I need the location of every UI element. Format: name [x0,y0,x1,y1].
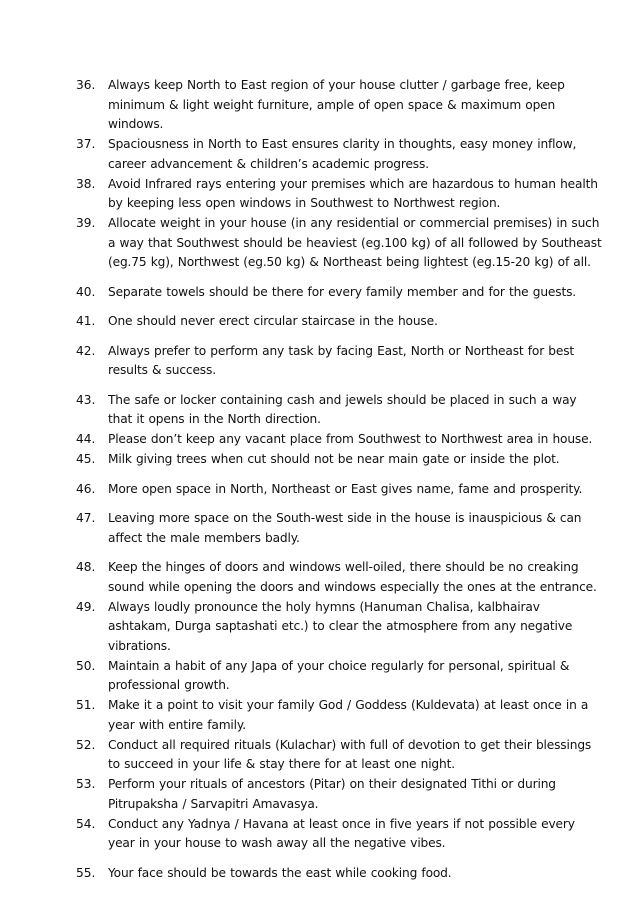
item-text: Keep the hinges of doors and windows well-oiled, there should be no creaking sound while opening the doors and windows especially the ones at the entrance. [108,560,597,594]
item-text: More open space in North, Northeast or East gives name, fame and prosperity. [108,481,583,496]
item-number: 50. [76,658,96,673]
item-text: Avoid Infrared rays entering your premises which are hazardous to human health by keeping less open windows in Southwest to Northwest region. [108,176,598,210]
item-text: Your face should be towards the east while cooking food. [108,865,452,880]
list-item [76,815,602,854]
item-text: Conduct all required rituals (Kulachar) with full of devotion to get their blessings to succeed in your life & stay there for at least one night. [108,737,592,771]
item-text: Please don’t keep any vacant place from Southwest to Northwest area in house. [108,432,593,446]
list-item [76,391,602,430]
list-item [76,450,602,470]
list-item [76,558,602,597]
item-number: 49. [76,599,96,614]
list-item [76,657,602,696]
item-number: 55. [76,865,96,880]
item-number: 37. [76,137,96,151]
item-number: 39. [76,216,96,230]
list-item [76,76,602,135]
list-item [76,175,602,214]
item-number: 54. [76,816,96,831]
list-item [76,283,602,303]
item-number: 41. [76,314,96,328]
list-item [76,736,602,775]
item-text: Milk giving trees when cut should not be near main gate or inside the plot. [108,452,560,466]
item-number: 52. [76,737,96,752]
item-number: 42. [76,343,96,358]
item-number: 48. [76,560,96,574]
item-text: One should never erect circular staircase in the house. [108,314,438,328]
list-item [76,864,602,884]
item-text: Conduct any Yadnya / Havana at least once in five years if not possible every year in your house to wash away all the negative vibes. [108,816,575,850]
item-number: 40. [76,284,96,299]
list-item [76,775,602,814]
item-text: Spaciousness in North to East ensures clarity in thoughts, easy money inflow, career advancement & children’s academic progress. [108,137,577,171]
vastu-tips-list [76,76,602,883]
item-text: Always keep North to East region of your house clutter / garbage free, keep minimum & light weight furniture, ample of open space & maximum open windows. [108,78,565,131]
item-number: 38. [76,176,96,191]
item-number: 43. [76,392,96,407]
item-text: Always loudly pronounce the holy hymns (Hanuman Chalisa, kalbhairav ashtakam, Durga saptashati etc.) to clear the atmosphere from any negative vibrations. [108,599,573,653]
list-item [76,342,602,381]
item-text: Perform your rituals of ancestors (Pitar) on their designated Tithi or during Pitrupaksha / Sarvapitri Amavasya. [108,777,556,811]
item-text: Maintain a habit of any Japa of your choice regularly for personal, spiritual & professional growth. [108,658,570,692]
item-number: 45. [76,452,96,466]
item-text: Always prefer to perform any task by facing East, North or Northeast for best results & success. [108,343,575,377]
list-item [76,430,602,450]
item-text: The safe or locker containing cash and jewels should be placed in such a way that it opens in the North direction. [108,392,577,426]
item-text: Make it a point to visit your family God / Goddess (Kuldevata) at least once in a year with entire family. [108,698,589,732]
list-item [76,696,602,735]
list-item [76,214,602,273]
list-item [76,135,602,174]
item-number: 36. [76,78,96,92]
item-text: Separate towels should be there for every family member and for the guests. [108,284,577,299]
item-text: Leaving more space on the South-west side in the house is inauspicious & can affect the male members badly. [108,511,582,545]
item-number: 47. [76,511,96,525]
list-item [76,480,602,500]
item-number: 44. [76,432,96,446]
list-item [76,598,602,657]
list-item [76,312,602,332]
item-number: 46. [76,481,96,496]
item-number: 51. [76,698,96,712]
list-item [76,509,602,548]
item-number: 53. [76,777,96,791]
item-text: Allocate weight in your house (in any residential or commercial premises) in such a way that Southwest should be heaviest (eg.100 kg) of all followed by Southeast (eg.75 kg), Northwest (eg.50 kg) & Northeast being lightest (eg.15-20 kg) of all. [108,216,602,269]
